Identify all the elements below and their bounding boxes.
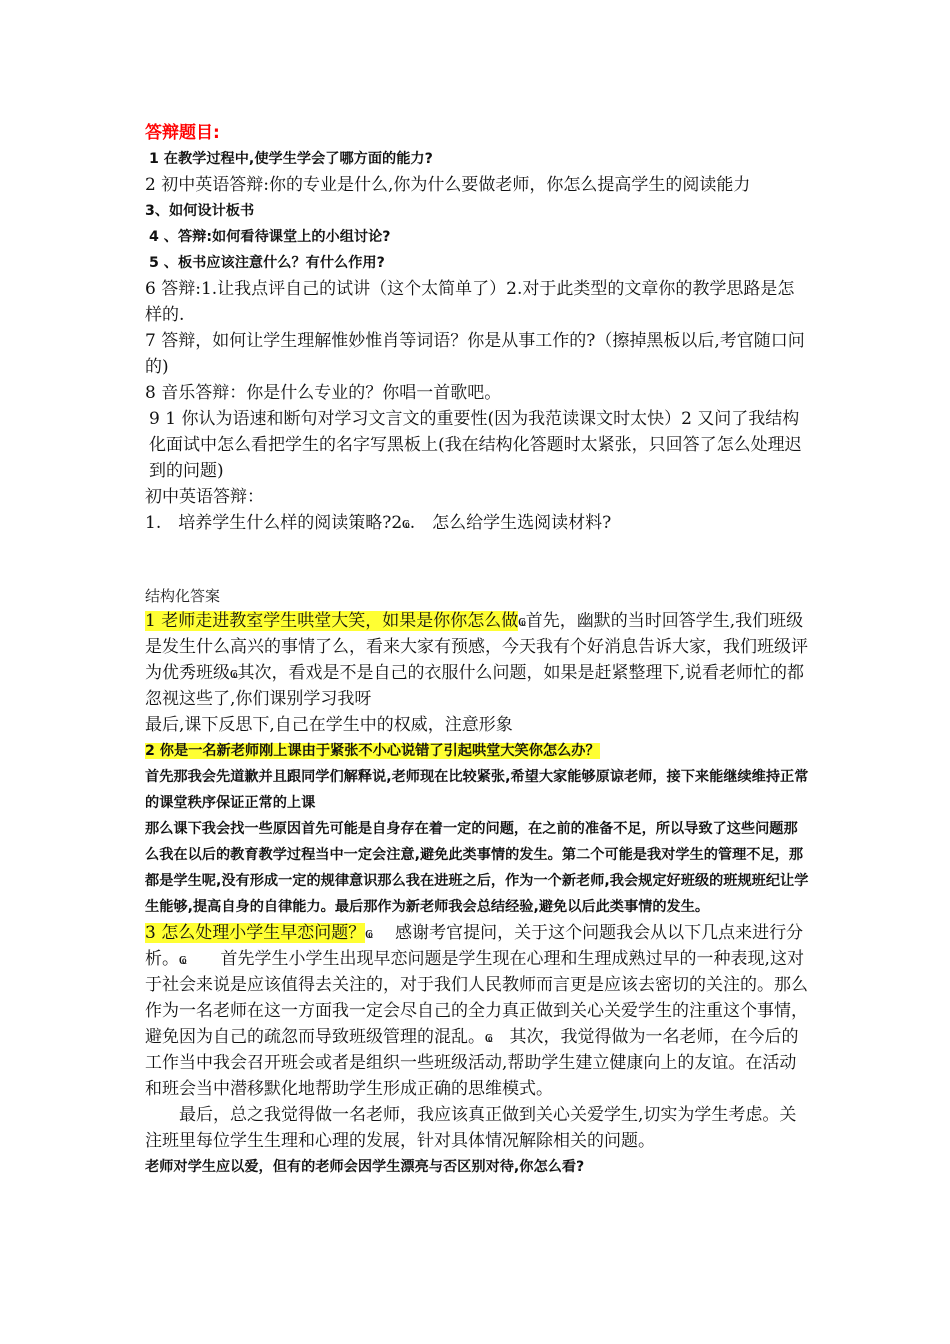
question-item-4: 4 、答辩:如何看待课堂上的小组讨论? bbox=[149, 229, 391, 245]
question-love-fairness: 老师对学生应以爱，但有的老师会因学生漂亮与否区别对待,你怎么看? bbox=[145, 1159, 585, 1175]
question-item-5: 5 、板书应该注意什么？有什么作用? bbox=[149, 255, 385, 271]
highlighted-question-1: 1 老师走进教室学生哄堂大笑，如果是你你怎么做 bbox=[145, 611, 519, 631]
section-title: 答辩题目: bbox=[145, 123, 220, 143]
answer-block-1 bbox=[145, 608, 810, 712]
answers-title: 结构化答案 bbox=[145, 587, 221, 605]
section-spacer bbox=[145, 536, 810, 584]
highlighted-question-3: 3 怎么处理小学生早恋问题？ bbox=[145, 923, 366, 943]
answer-text-2b: 那么课下我会找一些原因首先可能是自身存在着一定的问题，在之前的准备不足，所以导致了这些问题那么我在以后的教育教学过程当中一定会注意,避免此类事情的发生。第二个可能是我对学生的管理不足，那都是学生呢,没有形成一定的规律意识那么我在进班之后，作为一个新老师,我会规定好班级的班规班纪让学生能够,提高自身的自律能力。最后那作为新老师我会总结经验,避免以后此类事情的发生。 bbox=[145, 821, 809, 915]
answer-text-1: ҩ首先，幽默的当时回答学生,我们班级是发生什么高兴的事情了么，看来大家有预感，今天我有个好消息告诉大家，我们班级评为优秀班级ҩ其次，看戏是不是自己的衣服什么问题，如果是赶紧整理下,说看老师忙的都忽视这些了,你们课别学习我呀 bbox=[145, 611, 808, 709]
answer-text-3b: 最后，总之我觉得做一名老师，我应该真正做到关心关爱学生,切实为学生考虑。关注班里每位学生生理和心理的发展，针对具体情况解除相关的问题。 bbox=[145, 1105, 797, 1151]
answer-block-3 bbox=[145, 920, 810, 1102]
question-item-8: 8 音乐答辩：你是什么专业的？你唱一首歌吧。 bbox=[145, 383, 502, 403]
highlighted-question-2: 2 你是一名新老师刚上课由于紧张不小心说错了引起哄堂大笑你怎么办？ bbox=[145, 743, 600, 759]
question-item-3: 3、如何设计板书 bbox=[145, 203, 255, 219]
answer-block-2 bbox=[145, 738, 810, 764]
question-item-11: 1. 培养学生什么样的阅读策略?2ҩ. 怎么给学生选阅读材料? bbox=[145, 513, 612, 533]
question-item-2: 2 初中英语答辩:你的专业是什么,你为什么要做老师，你怎么提高学生的阅读能力 bbox=[145, 175, 751, 195]
question-item-1: 1 在教学过程中,使学生学会了哪方面的能力? bbox=[149, 151, 433, 167]
question-item-10: 初中英语答辩： bbox=[145, 487, 264, 507]
answer-text-1b: 最后,课下反思下,自己在学生中的权威，注意形象 bbox=[145, 715, 513, 735]
question-item-9: 9 1 你认为语速和断句对学习文言文的重要性(因为我范读课文时太快）2 又问了我结构化面试中怎么看把学生的名字写黑板上(我在结构化答题时太紧张，只回答了怎么处理迟到的问题) bbox=[149, 409, 802, 481]
document-page bbox=[145, 120, 810, 1180]
question-item-6: 6 答辩:1.让我点评自己的试讲（这个太简单了）2.对于此类型的文章你的教学思路是怎样的. bbox=[145, 279, 795, 325]
answer-text-2a: 首先那我会先道歉并且跟同学们解释说,老师现在比较紧张,希望大家能够原谅老师，接下来能继续维持正常的课堂秩序保证正常的上课 bbox=[145, 769, 809, 811]
question-item-7: 7 答辩，如何让学生理解惟妙惟肖等词语？你是从事工作的?（擦掉黑板以后,考官随口问的) bbox=[145, 331, 805, 377]
answer-text-3: ҩ 感谢考官提问，关于这个问题我会从以下几点来进行分析。ҩ 首先学生小学生出现早恋问题是学生现在心理和生理成熟过早的一种表现,这对于社会来说是应该值得去关注的，对于我们人民教师而言更是应该去密切的关注的。那么作为一名老师在这一方面我一定会尽自己的全力真正做到关心关爱学生的注重这个事情，避免因为自己的疏忽而导致班级管理的混乱。ҩ 其次，我觉得做为一名老师，在今后的工作当中我会召开班会或者是组织一些班级活动,帮助学生建立健康向上的友谊。在活动和班会当中潜移默化地帮助学生形成正确的思维模式。 bbox=[145, 923, 808, 1099]
